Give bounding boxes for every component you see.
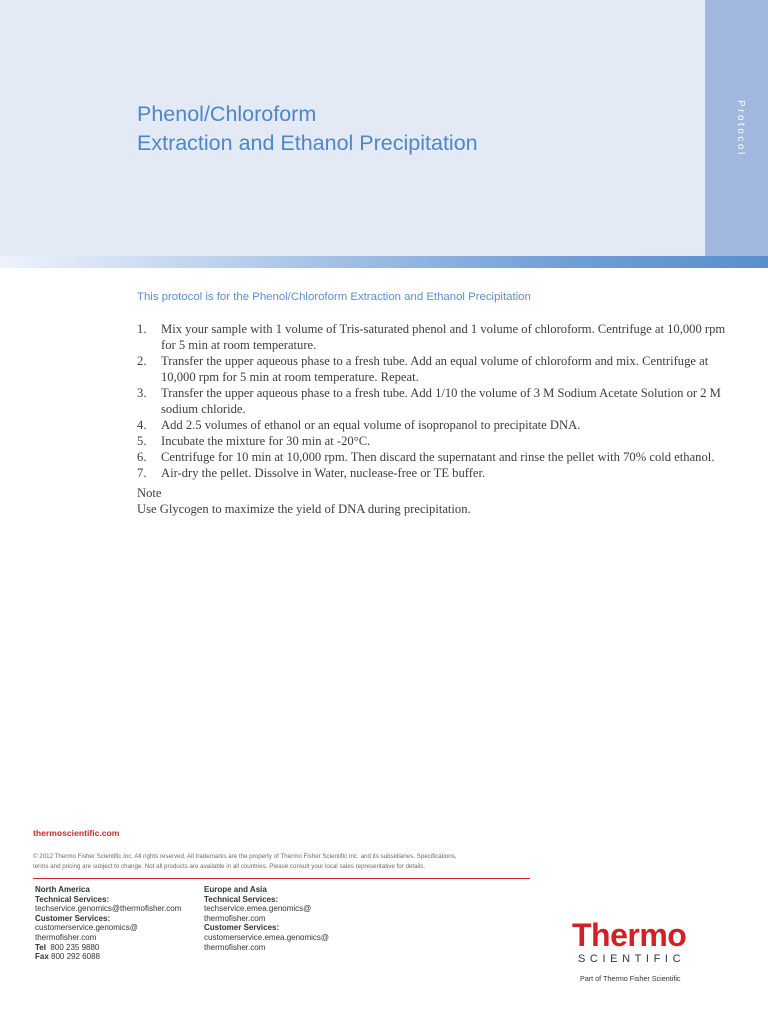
fax-label: Fax (35, 952, 49, 962)
email-part-1: techservice.emea.genomics@ (204, 904, 312, 914)
region-heading: Europe and Asia (204, 885, 267, 894)
logo-wordmark: Thermo (572, 917, 687, 953)
logo-subtitle: SCIENTIFIC (578, 953, 686, 965)
step-text: Centrifuge for 10 min at 10,000 rpm. Then discard the supernatant and rinse the pellet with 70% cold ethanol. (161, 450, 715, 464)
page-title (137, 100, 697, 158)
side-tab-label: Protocol (735, 100, 746, 157)
protocol-steps (137, 321, 737, 481)
fax-line (35, 952, 205, 962)
footer-divider (33, 878, 530, 879)
copyright-notice (33, 852, 533, 872)
step-number: 1. (137, 322, 147, 336)
website-link[interactable]: thermoscientific.com (33, 828, 120, 838)
phone-line (35, 943, 205, 953)
tech-services-email[interactable] (204, 904, 374, 923)
step-item (137, 321, 737, 353)
step-item (137, 449, 737, 465)
email-part-1: customerservice.genomics@ (35, 923, 138, 933)
customer-services-label: Customer Services: (204, 923, 280, 933)
fax-number: 800 292 6088 (51, 952, 100, 962)
copyright-line-2: terms and pricing are subject to change. Not all products are available in all countries. Please consult your local sales representative for details. (33, 863, 426, 870)
note-label: Note (137, 486, 162, 500)
step-item (137, 385, 737, 417)
email-part-1: customerservice.emea.genomics@ (204, 932, 330, 942)
protocol-subtitle: This protocol is for the Phenol/Chloroform Extraction and Ethanol Precipitation (137, 291, 531, 303)
thermo-scientific-logo (572, 917, 712, 989)
title-line-2: Extraction and Ethanol Precipitation (137, 131, 478, 155)
step-number: 3. (137, 386, 147, 400)
email-part-2: thermofisher.com (35, 932, 97, 942)
step-text: Air-dry the pellet. Dissolve in Water, nuclease-free or TE buffer. (161, 466, 486, 480)
region-heading: North America (35, 885, 90, 894)
contact-north-america (35, 885, 205, 962)
customer-services-email[interactable] (204, 933, 374, 952)
tel-label: Tel (35, 942, 46, 952)
header-divider (0, 256, 768, 268)
customer-services-email[interactable] (35, 923, 205, 942)
email-part-2: thermofisher.com (204, 942, 266, 952)
step-text: Mix your sample with 1 volume of Tris-saturated phenol and 1 volume of chloroform. Centrifuge at 10,000 rpm for 5 min at room temperature. (161, 322, 726, 352)
contact-europe-asia (204, 885, 374, 952)
tech-services-label: Technical Services: (204, 894, 279, 904)
step-text: Incubate the mixture for 30 min at -20°C. (161, 434, 371, 448)
step-text: Transfer the upper aqueous phase to a fresh tube. Add 1/10 the volume of 3 M Sodium Acetate Solution or 2 M sodium chloride. (161, 386, 721, 416)
step-number: 7. (137, 466, 147, 480)
step-text: Add 2.5 volumes of ethanol or an equal volume of isopropanol to precipitate DNA. (161, 418, 581, 432)
step-number: 6. (137, 450, 147, 464)
copyright-line-1: © 2012 Thermo Fisher Scientific Inc. All rights reserved. All trademarks are the property of Thermo Fisher Scientific Inc. and its subsidiaries. Specifications, (33, 853, 457, 860)
tel-number: 800 235 9880 (50, 942, 100, 952)
customer-services-label: Customer Services: (35, 913, 111, 923)
step-item (137, 417, 737, 433)
logo-tagline: Part of Thermo Fisher Scientific (580, 974, 681, 983)
step-text: Transfer the upper aqueous phase to a fresh tube. Add an equal volume of chloroform and mix. Centrifuge at 10,000 rpm for 5 min at room temperature. Repeat. (161, 354, 709, 384)
step-item (137, 353, 737, 385)
step-number: 2. (137, 354, 147, 368)
step-number: 4. (137, 418, 147, 432)
note-text: Use Glycogen to maximize the yield of DNA during precipitation. (137, 502, 471, 516)
note-block (137, 485, 737, 517)
tech-services-label: Technical Services: (35, 894, 110, 904)
email-part-2: thermofisher.com (204, 913, 266, 923)
step-number: 5. (137, 434, 147, 448)
title-line-1: Phenol/Chloroform (137, 102, 317, 126)
tech-services-email[interactable]: techservice.genomics@thermofisher.com (35, 904, 182, 914)
step-item (137, 465, 737, 481)
step-item (137, 433, 737, 449)
